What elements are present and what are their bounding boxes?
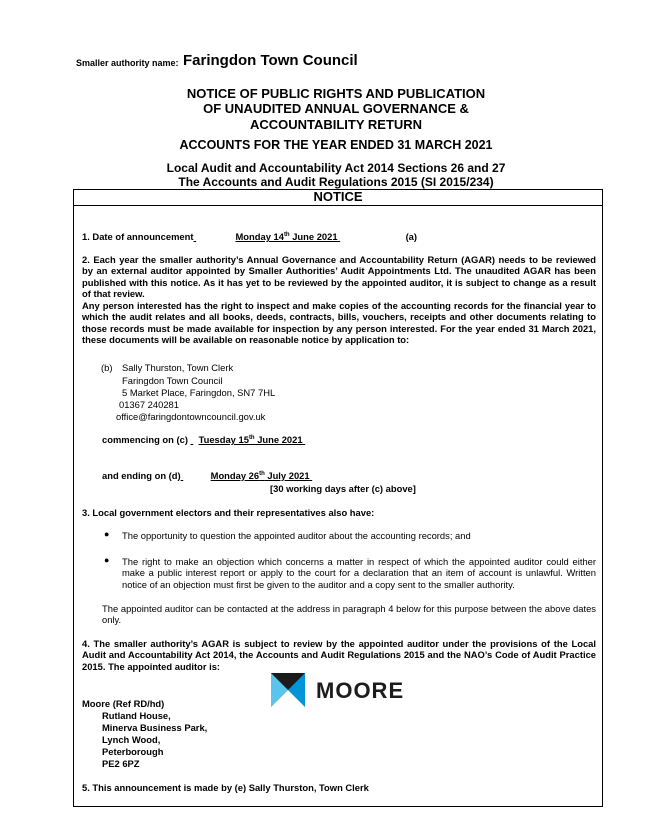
contact-marker-b: (b)	[101, 362, 113, 373]
auditor-address-line: Minerva Business Park,	[102, 722, 208, 733]
notice-heading: NOTICE	[73, 189, 603, 206]
accounts-year-line: ACCOUNTS FOR THE YEAR ENDED 31 MARCH 2021	[179, 138, 493, 152]
act-reference-line-1: Local Audit and Accountability Act 2014 Sections 26 and 27	[166, 161, 506, 175]
ending-date-row: and ending on (d) Monday 26th July 2021	[102, 470, 310, 481]
auditor-address-line: Peterborough	[102, 746, 164, 757]
notice-title-line-2: OF UNAUDITED ANNUAL GOVERNANCE &	[203, 101, 469, 116]
section-3-bullet-1: The opportunity to question the appointed auditor about the accounting records; and	[122, 530, 471, 541]
section-3-intro: 3. Local government electors and their representatives also have:	[82, 507, 375, 518]
act-reference-line-2: The Accounts and Audit Regulations 2015 (SI 2015/234)	[178, 175, 494, 189]
authority-name: Faringdon Town Council	[183, 52, 358, 69]
auditor-postcode: PE2 6PZ	[102, 758, 140, 769]
contact-organisation: Faringdon Town Council	[122, 375, 223, 386]
contact-email: office@faringdontowncouncil.gov.uk	[116, 411, 266, 422]
section-3-closing: The appointed auditor can be contacted at the address in paragraph 4 below for this purpose between the above dates only.	[102, 603, 596, 626]
contact-address: 5 Market Place, Faringdon, SN7 7HL	[122, 387, 276, 398]
section-2-paragraph-2: Any person interested has the right to inspect and make copies of the accounting records for the financial year to which the audit relates and all books, deeds, contracts, bills, vouchers, receipts and other documents relating to those records must be made available for inspection by any person interested. For the year ended 31 March 2021, these documents will be available on reasonable notice by application to:	[82, 300, 596, 345]
announcement-date: Monday 14	[235, 231, 284, 242]
section-3-bullet-2: The right to make an objection which concerns a matter in respect of which the appointed auditor could either make a public interest report or apply to the court for a declaration that an item of account is unlawful. Written notice of an objection must first be given to the auditor and a copy sent to the smaller authority.	[122, 556, 596, 590]
ending-date: Monday 26	[210, 470, 260, 481]
date-label: 1. Date of announcement	[82, 231, 194, 242]
contact-name: Sally Thurston, Town Clerk	[122, 362, 234, 373]
notice-title-line-3: ACCOUNTABILITY RETURN	[249, 117, 423, 132]
moore-logo-icon	[271, 673, 305, 707]
section-1-date-of-announcement: 1. Date of announcement Monday 14th June 2021 (a)	[82, 231, 418, 242]
contact-phone: 01367 240281	[119, 399, 179, 410]
commencing-label: commencing on (c)	[102, 434, 188, 445]
ending-label: and ending on (d)	[102, 470, 181, 481]
bullet-dot: ●	[104, 529, 110, 539]
auditor-address-line: Rutland House,	[102, 710, 171, 721]
authority-name-label: Smaller authority name:	[76, 58, 179, 68]
notice-title-line-1: NOTICE OF PUBLIC RIGHTS AND PUBLICATION	[186, 86, 486, 101]
section-5-text: 5. This announcement is made by (e) Sally Thurston, Town Clerk	[82, 782, 369, 793]
section-2-paragraph-1: 2. Each year the smaller authority’s Annual Governance and Accountability Return (AGAR) needs to be reviewed by an external auditor appointed by Smaller Authorities’ Audit Appointments Ltd. The unaudited AGAR has been published with this notice. As it has yet to be reviewed by the appointed auditor, it is subject to change as a result of that review.	[82, 254, 596, 299]
auditor-address-line: Lynch Wood,	[102, 734, 161, 745]
bullet-dot: ●	[104, 555, 110, 565]
auditor-name: Moore (Ref RD/hd)	[82, 698, 165, 709]
moore-logo-text: MOORE	[316, 678, 405, 703]
commencing-date: Tuesday 15	[198, 434, 249, 445]
working-days-note: [30 working days after (c) above]	[270, 483, 416, 494]
section-4-text: 4. The smaller authority’s AGAR is subject to review by the appointed auditor under the provisions of the Local Audit and Accountability Act 2014, the Accounts and Audit Regulations 2015 and the NAO’s Code of Audit Practice 2015. The appointed auditor is:	[82, 638, 596, 672]
commencing-date-row: commencing on (c) Tuesday 15th June 2021	[102, 434, 303, 445]
marker-a: (a)	[405, 231, 418, 242]
